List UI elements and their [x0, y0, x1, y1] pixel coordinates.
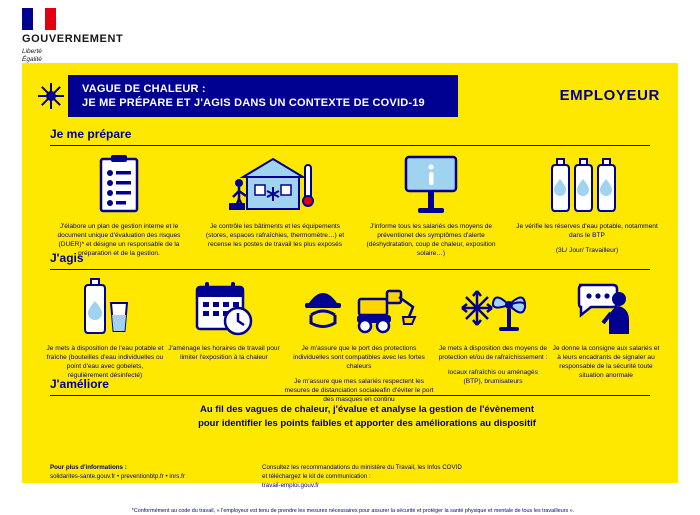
agis-item	[438, 275, 548, 404]
footer-right-line-2: et téléchargez le kit de communication :	[262, 473, 371, 480]
improve-message	[132, 403, 602, 431]
poster-title-line-2: JE ME PRÉPARE ET J'AGIS DANS UN CONTEXTE DE COVID-19	[82, 97, 425, 109]
prepare-item-caption	[514, 222, 660, 255]
calendar-clock-icon	[193, 275, 255, 337]
agis-item-caption-sub: locaux rafraîchis ou aménagés (BTP), brumisateurs	[448, 369, 538, 385]
footer-left-title: Pour plus d'informations :	[50, 464, 127, 471]
prepare-item-caption: J'élabore un plan de gestion interne et le document unique d'évaluation des risques (DUER)* et désigne un responsable de la préparation et de la gestion.	[57, 223, 181, 257]
agis-item-caption: Je mets à disposition de l'eau potable et fraîche (bouteilles d'eau individuelles ou point d'eau avec gobelets, régulièrement désinfecté)	[46, 345, 164, 379]
poster-title-line-1: VAGUE DE CHALEUR :	[82, 83, 206, 95]
building-maintenance-icon	[227, 153, 323, 215]
prepare-item	[514, 153, 660, 258]
agis-item	[284, 275, 434, 404]
information-sign-icon	[400, 153, 462, 215]
section-divider-ameliore	[50, 395, 650, 396]
audience-label: EMPLOYEUR	[559, 87, 660, 104]
footer-left	[50, 463, 185, 481]
improve-line-2: pour identifier les points faibles et apporter des améliorations au dispositif	[198, 418, 536, 429]
footer-left-links[interactable]: solidarites-sante.gouv.fr • preventionbtp.fr • inrs.fr	[50, 473, 185, 480]
section-heading-prepare: Je me prépare	[50, 127, 132, 141]
footer-right	[262, 463, 462, 490]
prepare-item	[46, 153, 192, 258]
prepare-item-caption: Je contrôle les bâtiments et les équipements (stores, espaces rafraîchies, thermomètre…) et recense les postes de travail les plus exposés	[205, 223, 345, 248]
sun-icon	[38, 83, 64, 109]
speech-person-icon	[575, 275, 637, 337]
prepare-item-caption-main: Je vérifie les réserves d'eau potable, notamment dans le BTP	[516, 223, 658, 239]
section-divider-agis	[50, 269, 650, 270]
footer-right-link[interactable]: travail-emploi.gouv.fr	[262, 482, 319, 489]
government-title: GOUVERNEMENT	[22, 33, 124, 45]
section-heading-ameliore: J'améliore	[50, 377, 109, 391]
agis-item-caption-main: Je mets à disposition des moyens de protection et/ou de rafraîchissement :	[438, 345, 548, 361]
agis-item	[168, 275, 280, 404]
prepare-item	[202, 153, 348, 258]
improve-line-1: Au fil des vagues de chaleur, j'évalue et analyse la gestion de l'évènement	[200, 404, 534, 415]
poster-body	[22, 63, 678, 514]
section-divider-prepare	[50, 145, 650, 146]
agis-item-caption-main: Je m'assure que le port des protections individuelles sont compatibles avec les fortes chaleurs	[293, 345, 425, 370]
motto-line-2: Égalité	[22, 56, 42, 63]
french-flag-icon	[22, 8, 56, 30]
agis-items-row	[46, 275, 660, 404]
section-heading-agis: J'agis	[50, 251, 84, 265]
legal-note: *Conformément au code du travail, « l'employeur est tenu de prendre les mesures nécessaires pour assurer la sécurité et protéger la santé physique et mentale de tous les travailleurs ».	[131, 508, 575, 514]
motto-line-1: Liberté	[22, 48, 42, 55]
poster-title-bar	[68, 75, 458, 117]
footer-right-line-1: Consultez les recommandations du ministère du Travail, les Infos COVID	[262, 464, 462, 471]
water-bottle-glass-icon	[75, 275, 135, 337]
clipboard-checklist-icon	[93, 153, 145, 215]
agis-item-caption: Je donne la consigne aux salariés et à leurs encadrants de signaler au responsable de la sécurité toute situation anormale	[552, 345, 660, 379]
agis-item-caption	[438, 344, 548, 386]
prepare-items-row	[46, 153, 660, 258]
snowflake-fan-icon	[455, 275, 531, 337]
agis-item	[552, 275, 660, 404]
prepare-item-caption-sub: (3L/ Jour/ Travailleur)	[555, 247, 619, 254]
prepare-item	[358, 153, 504, 258]
agis-item-caption-sub: Je m'assure que mes salariés respectent les mesures de distanciation socialeafin d'éviter le port des masques en continu	[284, 378, 434, 403]
prepare-item-caption: J'informe tous les salariés des moyens de préventionet des symptômes d'alerte (déshydratation, coup de chaleur, exposition solaire…)	[366, 223, 496, 257]
ppe-excavator-icon	[299, 275, 419, 337]
agis-item-caption: J'aménage les horaires de travail pour limiter l'exposition à la chaleur	[168, 345, 280, 361]
water-bottles-icon	[547, 153, 627, 215]
